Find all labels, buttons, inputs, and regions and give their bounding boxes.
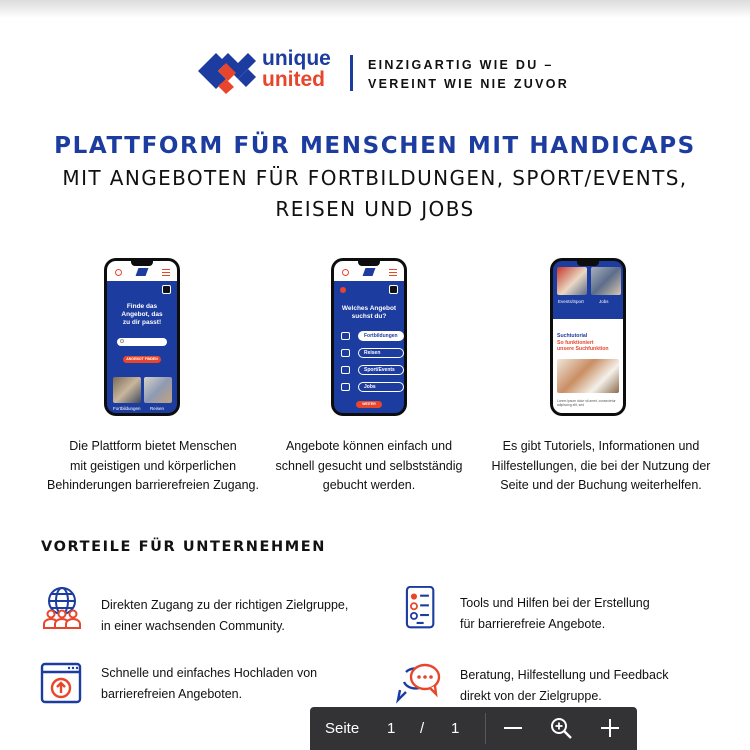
feature-text-2 [460, 593, 650, 635]
brand-name [262, 48, 331, 90]
category-icon [341, 383, 350, 391]
phone-title-line: suchst du? [351, 313, 387, 320]
phone-next-button [356, 401, 382, 408]
description-line: Es gibt Tutoriels, Informationen und [502, 439, 700, 453]
feature-line: für barrierefreie Angebote. [460, 617, 606, 631]
phone-title-line: zu dir passt! [122, 319, 162, 326]
description-line: Angebote können einfach und [285, 439, 453, 453]
phone-title-line: Finde das [126, 303, 158, 310]
vorteile-heading: VORTEILE FÜR UNTERNEHMEN [41, 539, 326, 555]
caption-reisen: Reisen [150, 406, 165, 411]
page-subline [0, 163, 750, 225]
pdf-page-toolbar [310, 707, 637, 750]
browser-upload-icon [40, 661, 84, 705]
description-line: Hilfestellungen, die bei der Nutzung der [491, 458, 711, 473]
header [0, 44, 750, 98]
checklist-device-icon [399, 586, 443, 630]
slogan-line-1: EINZIGARTIG WIE DU – [368, 58, 554, 72]
accessibility-icon [162, 285, 171, 294]
phone-button-label: ANGEBOT FINDEN [126, 357, 158, 361]
description-line: mit geistigen und körperlichen [69, 458, 237, 473]
zoom-out-icon[interactable] [498, 713, 528, 743]
caption-jobs: Jobs [599, 299, 609, 304]
option-sport-events: Sport/Events [358, 365, 404, 375]
tutorial-title [557, 333, 609, 353]
header-divider [350, 55, 353, 91]
phone-screen [107, 261, 177, 413]
feature-text-4 [460, 665, 668, 707]
subline-line-1: MIT ANGEBOTEN FÜR FORTBILDUNGEN, SPORT/EVENTS, [62, 166, 688, 190]
accessibility-icon [389, 285, 398, 294]
zoom-in-icon[interactable] [595, 713, 625, 743]
user-icon [342, 269, 349, 276]
feature-line: in einer wachsenden Community. [101, 619, 285, 633]
feature-text-1 [101, 595, 348, 637]
description-line: Behinderungen barrierefreien Zugang. [47, 478, 259, 492]
phone-mockup-tutorial [550, 258, 626, 416]
description-2 [254, 437, 484, 496]
photo-fortbildungen [113, 377, 141, 403]
feature-line: direkt von der Zielgruppe. [460, 689, 602, 703]
slogan-line-2: VEREINT WIE NIE ZUVOR [368, 77, 570, 91]
phone-find-button [123, 356, 161, 363]
category-icon [341, 366, 350, 374]
feature-text-3 [101, 663, 317, 705]
phone-search-field [117, 338, 167, 346]
phone-screen [553, 261, 623, 413]
phone-title [338, 305, 400, 321]
feature-line: Direkten Zugang zu der richtigen Zielgruppe, [101, 598, 349, 612]
description-line: Die Plattform bietet Menschen [69, 439, 237, 453]
brand-line-1: unique [262, 47, 331, 70]
brand-line-2: united [262, 68, 325, 91]
option-jobs: Jobs [358, 382, 404, 392]
chat-bubbles-icon [394, 660, 444, 706]
caption-events-sport: Events/Sport [558, 299, 584, 304]
page-separator: / [420, 720, 425, 737]
option-fortbildungen: Fortbildungen [358, 331, 404, 341]
tutorial-card [553, 319, 623, 413]
toolbar-divider [485, 713, 486, 744]
photo-reisen [144, 377, 172, 403]
photo-jobs [591, 267, 621, 295]
description-line: gebucht werden. [322, 478, 416, 492]
page-label: Seite [325, 720, 360, 737]
option-reisen: Reisen [358, 348, 404, 358]
photo-events-sport [557, 267, 587, 295]
caption-fortbildungen: Fortbildungen [113, 406, 141, 411]
phone-mockup-search [104, 258, 180, 416]
zoom-fit-icon[interactable] [546, 713, 576, 743]
viewer-top-shadow [0, 0, 750, 18]
phone-title-line: Angebot, das [121, 311, 163, 318]
page-headline: PLATTFORM FÜR MENSCHEN MIT HANDICAPS [54, 133, 696, 159]
feature-line: barrierefreien Angeboten. [101, 687, 243, 701]
description-1 [38, 437, 268, 496]
phone-title-line: Welches Angebot [341, 305, 397, 312]
feature-line: Beratung, Hilfestellung und Feedback [460, 668, 669, 682]
tutorial-title-line: Suchtutorial [557, 333, 588, 339]
total-pages: 1 [451, 720, 460, 737]
category-icon [341, 332, 350, 340]
current-page-input[interactable]: 1 [387, 720, 396, 737]
feature-line: Schnelle und einfaches Hochladen von [101, 666, 318, 680]
search-icon [120, 339, 124, 343]
description-3 [486, 437, 716, 496]
tutorial-photo [557, 359, 619, 393]
menu-icon [162, 269, 170, 276]
unique-united-logo-icon [196, 48, 258, 94]
menu-icon [389, 269, 397, 276]
app-logo-icon [363, 268, 376, 276]
description-line: schnell gesucht und selbstständig [275, 458, 463, 473]
subline-line-2: REISEN UND JOBS [275, 197, 475, 221]
phone-button-label: WEITER [362, 402, 376, 406]
tutorial-title-line: So funktioniert [557, 339, 594, 346]
back-icon [340, 287, 346, 293]
description-line: Seite und der Buchung weiterhelfen. [500, 478, 702, 492]
feature-line: Tools und Hilfen bei der Erstellung [460, 596, 650, 610]
slogan [368, 56, 569, 94]
app-logo-icon [136, 268, 149, 276]
phone-screen [334, 261, 404, 413]
tutorial-body: Lorem ipsum dolor sit amet, consectetur adipiscing elit, sed [557, 399, 616, 408]
phone-title [111, 303, 173, 327]
category-icon [341, 349, 350, 357]
phone-mockup-select [331, 258, 407, 416]
tutorial-title-line: unsere Suchfunktion [557, 346, 609, 352]
globe-community-icon [40, 586, 84, 630]
user-icon [115, 269, 122, 276]
